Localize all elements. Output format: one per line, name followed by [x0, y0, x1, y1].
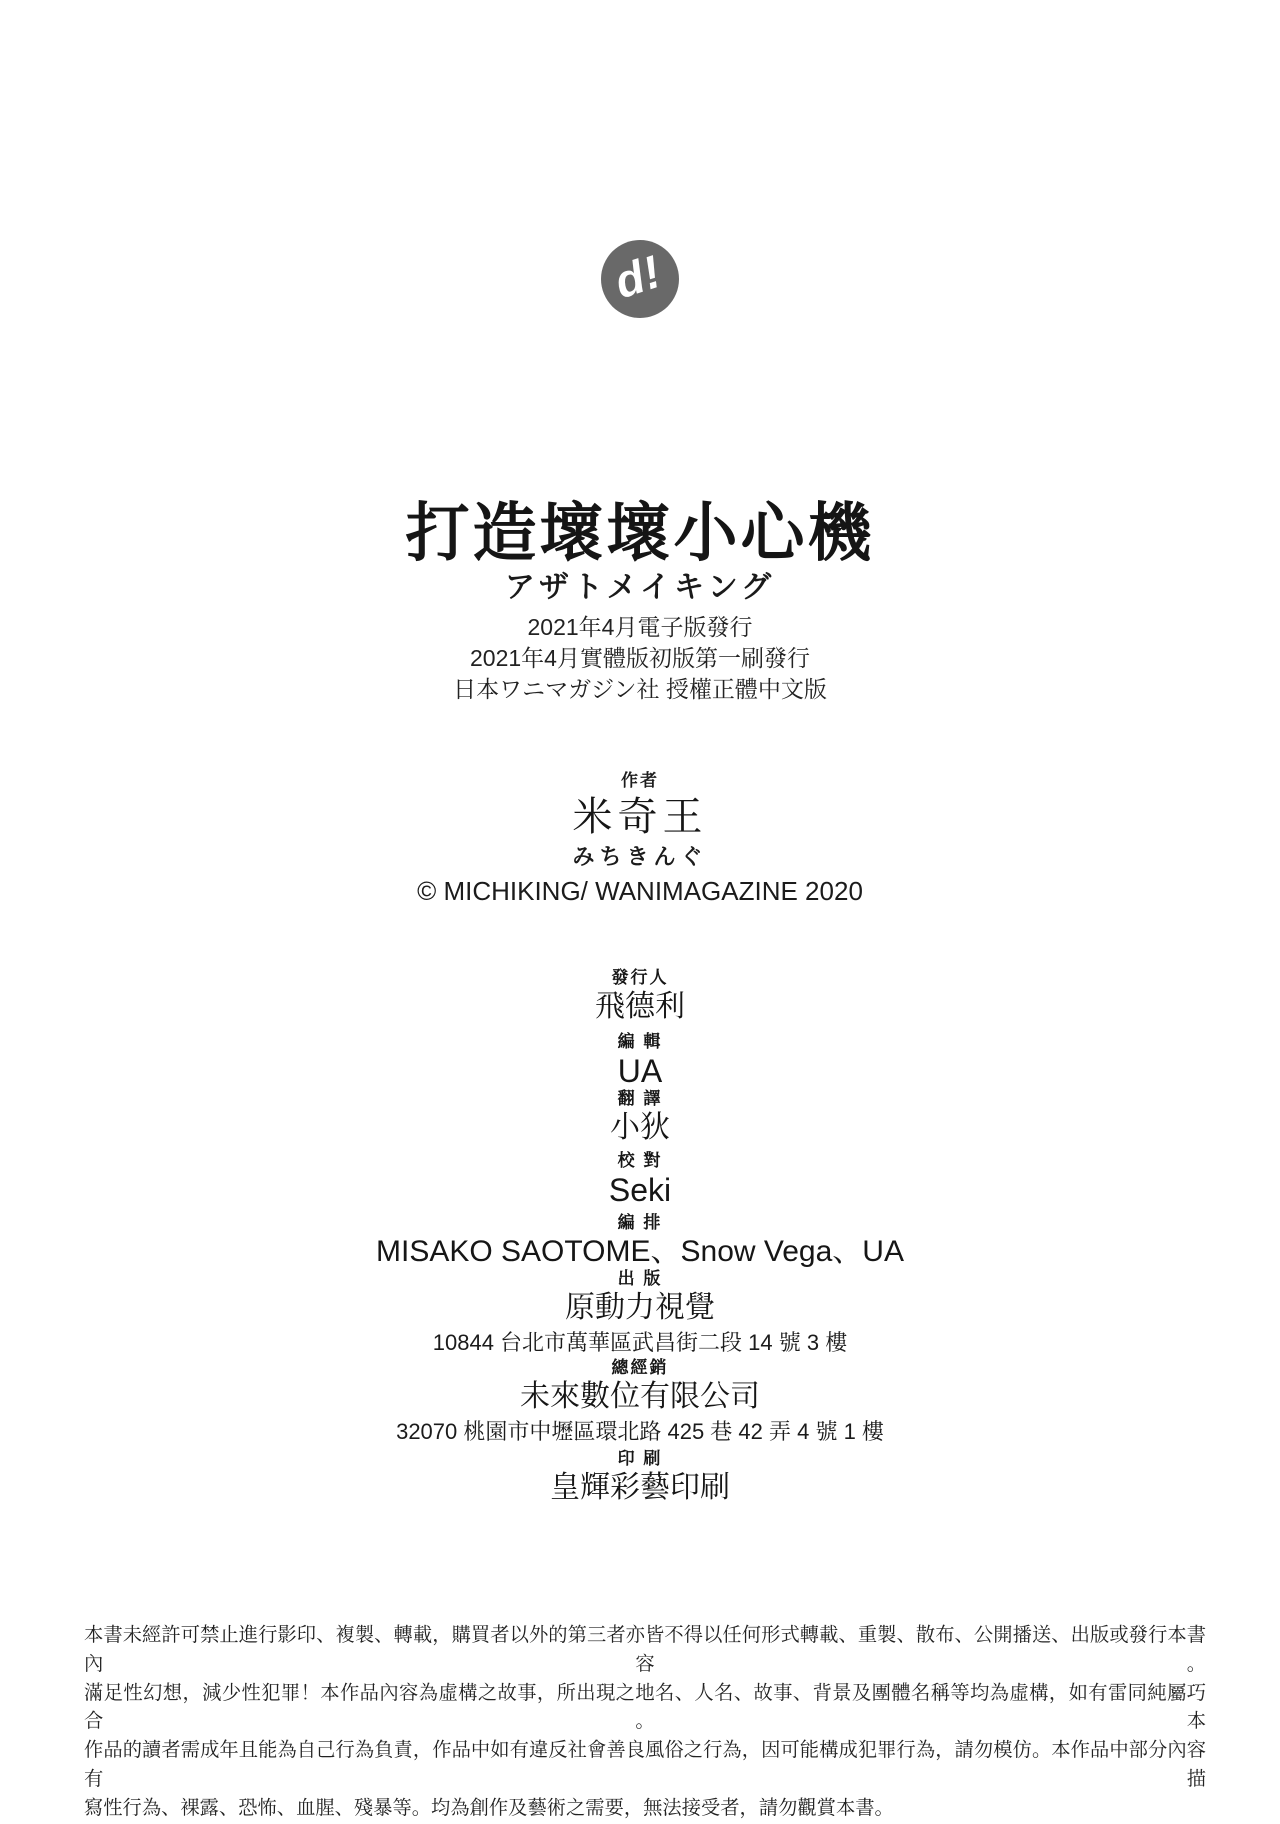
credit-publishing-company	[0, 1269, 1280, 1356]
credit-translator-value: 小狄	[610, 1111, 670, 1144]
credit-distributor-value: 未來數位有限公司	[520, 1380, 760, 1413]
author-label: 作者	[621, 771, 659, 790]
credit-publishing-value: 原動力視覺	[565, 1291, 715, 1324]
credit-distributor	[0, 1358, 1280, 1445]
edition-info	[0, 612, 1280, 705]
copyright-notice: © MICHIKING/ WANIMAGAZINE 2020	[417, 876, 863, 906]
book-subtitle-japanese: アザトメイキング	[504, 571, 776, 604]
credit-layout-label: 編 排	[617, 1213, 663, 1232]
credit-editor-label: 編 輯	[617, 1032, 663, 1051]
credit-publisher	[0, 968, 1280, 1024]
legal-line-1: 本書未經許可禁止進行影印、複製、轉載，購買者以外的第三者亦皆不得以任何形式轉載、重製、散布、公開播送、出版或發行本書內容。	[84, 1625, 1206, 1675]
credit-printer-value: 皇輝彩藝印刷	[550, 1471, 730, 1504]
credit-proofreader-value: Seki	[608, 1172, 672, 1208]
d-logo-text: d!	[608, 244, 668, 309]
credit-publishing-label: 出 版	[617, 1269, 663, 1288]
legal-line-2: 滿足性幻想，減少性犯罪！本作品內容為虛構之故事，所出現之地名、人名、故事、背景及團體名稱等均為虛構，如有雷同純屬巧合。本	[84, 1682, 1206, 1733]
credit-publishing-address: 10844 台北市萬華區武昌街二段 14 號 3 樓	[432, 1330, 848, 1355]
author-kana: みちきんぐ	[572, 844, 708, 869]
credit-publisher-value: 飛德利	[595, 990, 685, 1023]
credit-layout-value: MISAKO SAOTOME、Snow Vega、UA	[376, 1235, 904, 1268]
credit-publisher-label: 發行人	[611, 968, 669, 987]
legal-line-4: 寫性行為、裸露、恐怖、血腥、殘暴等。均為創作及藝術之需要，無法接受者，請勿觀賞本書。	[84, 1797, 894, 1819]
edition-line-print: 2021年4月實體版初版第一刷發行	[470, 645, 810, 671]
author-name: 米奇王	[572, 795, 708, 839]
credit-distributor-label: 總經銷	[611, 1358, 669, 1377]
credit-editor	[0, 1032, 1280, 1088]
credit-printer-label: 印 刷	[617, 1449, 663, 1468]
credit-layout	[0, 1213, 1280, 1269]
edition-line-license: 日本ワニマガジン社 授權正體中文版	[453, 676, 827, 702]
credit-proofreader-label: 校 對	[617, 1151, 663, 1170]
credit-translator-label: 翻 譯	[617, 1089, 663, 1108]
legal-line-3: 作品的讀者需成年且能為自己行為負責，作品中如有違反社會善良風俗之行為，因可能構成犯罪行為，請勿模仿。本作品中部分內容有描	[84, 1740, 1206, 1790]
d-logo-icon	[601, 240, 679, 318]
credit-editor-value: UA	[617, 1053, 663, 1089]
credit-distributor-address: 32070 桃園市中壢區環北路 425 巷 42 弄 4 號 1 樓	[396, 1419, 884, 1444]
credit-proofreader	[0, 1151, 1280, 1207]
legal-disclaimer	[84, 1622, 1206, 1824]
credit-translator	[0, 1089, 1280, 1145]
book-title: 打造壞壞小心機	[405, 497, 875, 569]
credit-printer	[0, 1449, 1280, 1505]
edition-line-digital: 2021年4月電子版發行	[527, 614, 753, 640]
